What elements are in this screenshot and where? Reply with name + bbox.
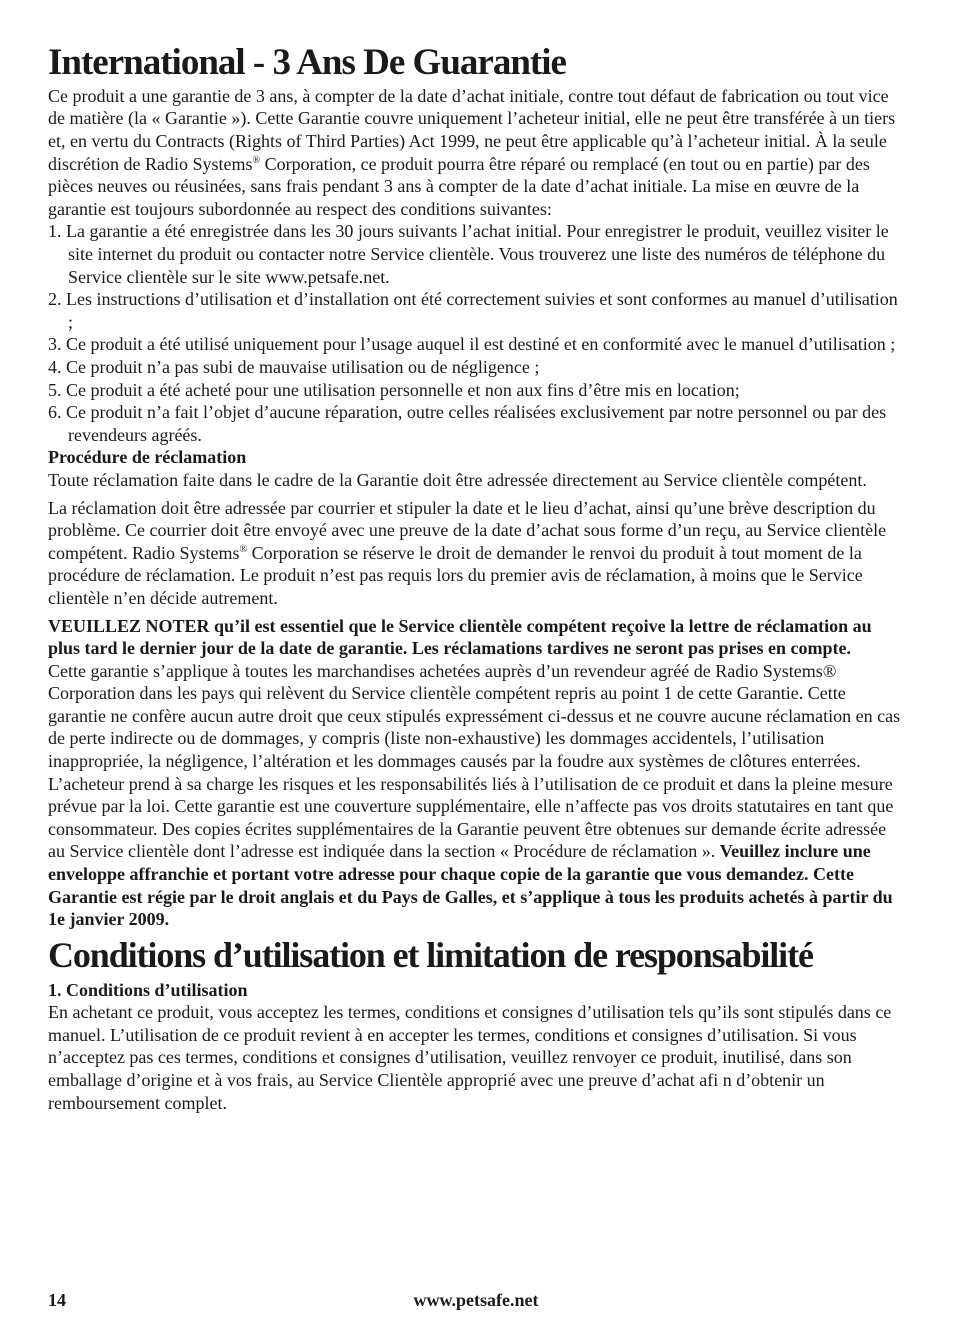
condition-item-4: 4. Ce produit n’a pas subi de mauvaise utilisation ou de négligence ; — [48, 356, 540, 377]
page-footer — [48, 1290, 904, 1314]
claim-procedure-heading: Procédure de réclamation — [48, 447, 247, 468]
coverage-paragraph — [48, 660, 904, 931]
intro-text: Ce produit a une garantie de 3 ans, à compter de la date d’achat initiale, contre tout défaut de fabrication ou tout vice de matière (la « Garantie »). Cette Garantie couvre uniquement l’acheteur initial, elle ne peut être transférée à un tiers et, en vertu du Contracts (Rights of Third Parties) Act 1999, ne peut être applicable qu’à l’acheteur initial. À la seule discrétion de Radio Systems — [48, 85, 896, 174]
condition-item-5: 5. Ce produit a été acheté pour une utilisation personnelle et non aux fins d’être mis en location; — [48, 379, 740, 400]
coverage-text: Cette garantie s’applique à toutes les marchandises achetées auprès d’un revendeur agréé de Radio Systems® Corporation dans les pays qui relèvent du Service clientèle compétent repris au point 1 de cette Garantie. Cette garantie ne confère aucun autre droit que ceux stipulés expressément ci-dessus et ne couvre aucune réclamation en cas de perte indirecte ou de dommages, y compris (liste non-exhaustive) les dommages accidentels, l’utilisation inappropriée, la négligence, l’altération et les dommages causés par la foudre aux systèmes de clôtures enterrées. L’acheteur prend à sa charge les risques et les responsabilités liés à l’utilisation de ce produit et dans la pleine mesure prévue par la loi. Cette garantie est une couverture supplémentaire, elle n’affecte pas vos droits statutaires en tant que consommateur. Des copies écrites supplémentaires de la Garantie peuvent être obtenues sur demande écrite adressée au Service clientèle dont l’adresse est indiquée dans la section « Procédure de réclamation ». — [48, 660, 901, 862]
terms-of-use-text: En achetant ce produit, vous acceptez les termes, conditions et consignes d’utilisation tels qu’ils sont stipulés dans ce manuel. L’utilisation de ce produit revient à en accepter les termes, conditions et consignes d’utilisation. Si vous n’acceptez pas ces termes, conditions et consignes d’utilisation, veuillez renvoyer ce produit, inutilisé, dans son emballage d’origine et à vos frais, au Service Clientèle approprié avec une preuve d’achat afi n d’obtenir un remboursement complet. — [48, 1002, 892, 1113]
condition-item-2: 2. Les instructions d’utilisation et d’installation ont été correctement suivies et sont conformes au manuel d’utilisation ; — [48, 289, 898, 332]
page-number: 14 — [48, 1290, 66, 1310]
condition-item-1: 1. La garantie a été enregistrée dans les 30 jours suivants l’achat initial. Pour enregistrer le produit, veuillez visiter le site internet du produit ou contacter notre Service clientèle. Vous trouverez une liste des numéros de téléphone du Service clientèle sur le site www.petsafe.net. — [48, 221, 889, 287]
terms-of-use-heading: 1. Conditions d’utilisation — [48, 979, 248, 1000]
warranty-heading: International - 3 Ans De Guarantie — [48, 42, 566, 83]
website-link[interactable]: www.petsafe.net — [413, 1290, 539, 1310]
registered-mark: ® — [239, 543, 248, 555]
claim-paragraph-2-continuation: Corporation se réserve le droit de demander le renvoi du produit à tout moment de la procédure de réclamation. Le produit n’est pas requis lors du premier avis de réclamation, à moins que le Service clientèle n’en décide autrement. — [48, 542, 863, 608]
registered-mark: ® — [252, 154, 261, 166]
terms-liability-heading: Conditions d’utilisation et limitation de responsabilité — [48, 934, 813, 975]
intro-continuation: Corporation, ce produit pourra être réparé ou remplacé (en tout ou en partie) par des pièces neuves ou réusinées, sans frais pendant 3 ans à compter de la date d’achat initiale. La mise en œuvre de la garantie est toujours subordonnée au respect des conditions suivantes: — [48, 153, 870, 219]
condition-item-6: 6. Ce produit n’a fait l’objet d’aucune réparation, outre celles réalisées exclusivement par notre personnel ou par des revendeurs agréés. — [48, 402, 887, 445]
conditions-list — [48, 220, 904, 446]
claim-paragraph-2-text: La réclamation doit être adressée par courrier et stipuler la date et le lieu d’achat, ainsi qu’une brève description du problème. Ce courrier doit être envoyé avec une preuve de la date d’achat sous forme d’un reçu, au Service clientèle compétent. Radio Systems — [48, 497, 887, 563]
condition-item-3: 3. Ce produit a été utilisé uniquement pour l’usage auquel il est destiné et en conformité avec le manuel d’utilisation ; — [48, 334, 896, 355]
important-note: VEUILLEZ NOTER qu’il est essentiel que le Service clientèle compétent reçoive la lettre de réclamation au plus tard le dernier jour de la date de garantie. Les réclamations tardives ne seront pas prises en compte. — [48, 615, 872, 659]
coverage-bold-text: Veuillez inclure une enveloppe affranchie et portant votre adresse pour chaque copie de la garantie que vous demandez. Cette Garantie est régie par le droit anglais et du Pays de Galles, et s’applique à tous les produits achetés à partir du 1e janvier 2009. — [48, 841, 893, 930]
document-page — [48, 44, 904, 1114]
claim-paragraph-2 — [48, 497, 904, 610]
claim-paragraph-1: Toute réclamation faite dans le cadre de la Garantie doit être adressée directement au Service clientèle compétent. — [48, 469, 867, 490]
warranty-intro — [48, 85, 904, 221]
